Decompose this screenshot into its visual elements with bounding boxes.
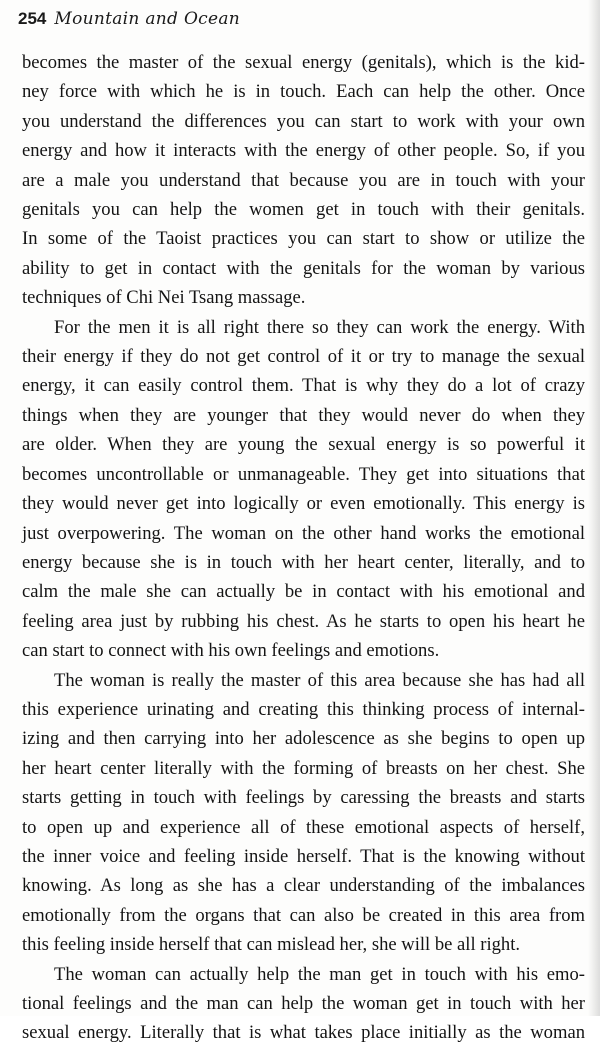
text-line: izing and then carrying into her adolescence as she begins to open up — [22, 728, 585, 750]
text-line: this feeling inside herself that can mislead her, she will be all right. — [22, 934, 521, 956]
paragraph — [22, 666, 585, 960]
text-line: are older. When they are young the sexual energy is so powerful it — [22, 434, 585, 456]
text-line: energy and how it interacts with the energy of other people. So, if you — [22, 140, 585, 162]
paragraph — [22, 313, 585, 666]
text-line: this experience urinating and creating this thinking process of internal- — [22, 698, 585, 720]
paragraph — [22, 960, 585, 1048]
text-line: emotionally from the organs that can also be created in this area from — [22, 904, 585, 926]
text-line: ney force with which he is in touch. Each can help the other. Once — [22, 81, 585, 103]
text-line: genitals you can help the women get in touch with their genitals. — [22, 199, 585, 221]
paragraph — [22, 48, 585, 313]
text-line: calm the male she can actually be in contact with his emotional and — [22, 581, 585, 603]
text-line: For the men it is all right there so they can work the energy. With — [54, 316, 585, 338]
text-line: techniques of Chi Nei Tsang massage. — [22, 287, 306, 309]
text-line: The woman is really the master of this area because she has had all — [54, 669, 585, 691]
text-line: knowing. As long as she has a clear understanding of the imbalances — [22, 875, 585, 897]
text-line: becomes uncontrollable or unmanageable. They get into situations that — [22, 463, 585, 485]
text-line: sexual energy. Literally that is what takes place initially as the woman — [22, 1022, 585, 1044]
book-title: Mountain and Ocean — [54, 9, 241, 29]
text-line: tional feelings and the man can help the woman get in touch with her — [22, 993, 585, 1014]
text-line: are a male you understand that because you are in touch with your — [22, 169, 585, 191]
page-number: 254 — [18, 9, 47, 28]
text-line: In some of the Taoist practices you can start to show or utilize the — [22, 228, 585, 250]
text-line: the inner voice and feeling inside herself. That is the knowing without — [22, 845, 585, 867]
text-line: can start to connect with his own feelings and emotions. — [22, 640, 440, 662]
page-edge-shadow — [588, 0, 600, 1016]
text-line: feeling area just by rubbing his chest. As he starts to open his heart he — [22, 610, 585, 632]
text-line: ability to get in contact with the genitals for the woman by various — [22, 257, 585, 279]
text-line: starts getting in touch with feelings by caressing the breasts and starts — [22, 787, 585, 809]
text-line: The woman can actually help the man get in touch with his emo- — [54, 963, 585, 985]
text-line: energy, it can easily control them. That is why they do a lot of crazy — [22, 375, 585, 397]
text-line: to open up and experience all of these emotional aspects of herself, — [22, 816, 585, 838]
text-line: becomes the master of the sexual energy (genitals), which is the kid- — [22, 52, 585, 73]
text-line: her heart center literally with the forming of breasts on her chest. She — [22, 757, 585, 779]
running-head — [18, 9, 240, 35]
text-line: you understand the differences you can start to work with your own — [22, 110, 585, 132]
text-line: their energy if they do not get control of it or try to manage the sexual — [22, 346, 585, 368]
text-line: they would never get into logically or even emotionally. This energy is — [22, 493, 585, 515]
text-line: energy because she is in touch with her heart center, literally, and to — [22, 551, 585, 573]
text-line: things when they are younger that they would never do when they — [22, 404, 585, 426]
text-line: just overpowering. The woman on the other hand works the emotional — [22, 522, 585, 544]
body-text — [22, 48, 585, 1048]
